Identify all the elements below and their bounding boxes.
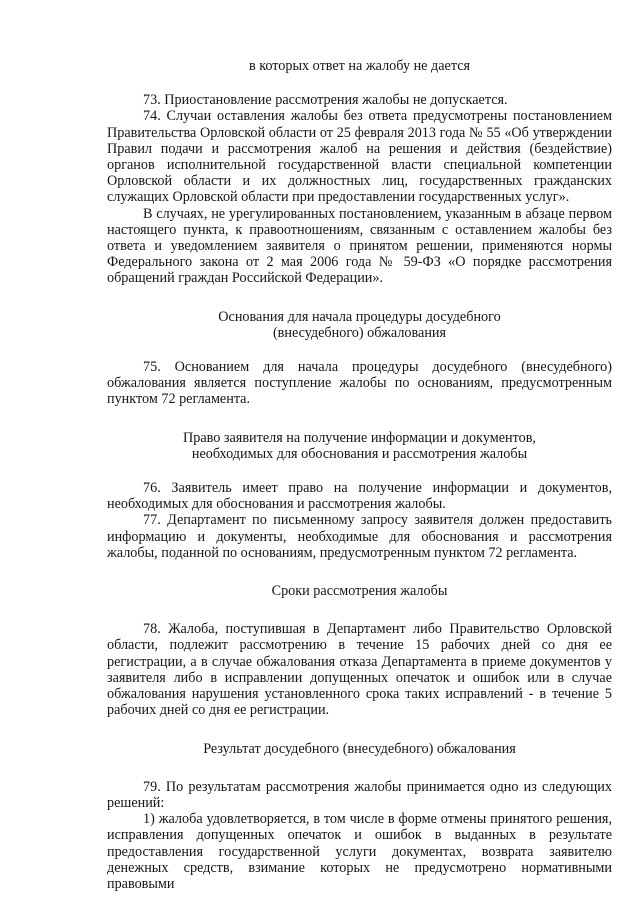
paragraph-75: 75. Основанием для начала процедуры досудебного (внесудебного) обжалования является поступление жалобы по основаниям, предусмотренным пунктом 72 регламента. <box>107 359 612 408</box>
paragraph-78: 78. Жалоба, поступившая в Департамент либо Правительство Орловской области, подлежит рассмотрению в течение 15 рабочих дней со дня ее регистрации, а в случае обжалования отказа Департамента в приеме документов у заявителя либо в исправлении допущенных опечаток и ошибок или в случае обжалования нарушения установленного срока таких исправлений - в течение 5 рабочих дней со дня ее регистрации. <box>107 621 612 719</box>
heading-line: (внесудебного) обжалования <box>272 324 447 341</box>
paragraph-79-item-1: 1) жалоба удовлетворяется, в том числе в форме отмены принятого решения, исправления допущенных опечаток и ошибок в выданных в результате предоставления государственной услуги документах, возврата заявителю денежных средств, взимание которых не предусмотрено нормативными правовыми <box>107 811 612 892</box>
paragraph-74: 74. Случаи оставления жалобы без ответа предусмотрены постановлением Правительства Орловской области от 25 февраля 2013 года № 55 «Об утверждении Правил подачи и рассмотрения жалоб на решения и действия (бездействие) органов исполнительной государственной власти специальной компетенции Орловской области и их должностных лиц, государственных гражданских служащих Орловской области при предоставлении государственных услуг». <box>107 108 612 206</box>
heading-line: необходимых для обоснования и рассмотрения жалобы <box>191 445 528 462</box>
section-heading-deadlines: Сроки рассмотрения жалобы <box>271 583 448 600</box>
paragraph-79: 79. По результатам рассмотрения жалобы принимается одно из следующих решений: <box>107 778 612 811</box>
document-page <box>107 58 612 892</box>
paragraph-77: 77. Департамент по письменному запросу заявителя должен предоставить информацию и документы, необходимые для обоснования и рассмотрения жалобы, поданной по основаниям, предусмотренным пунктом 72 регламента. <box>107 512 612 561</box>
heading-line: Право заявителя на получение информации и документов, <box>183 429 536 446</box>
paragraph-74-addendum: В случаях, не урегулированных постановлением, указанным в абзаце первом настоящего пункта, к правоотношениям, связанным с оставлением жалобы без ответа и уведомлением заявителя о принятом решении, применяются нормы Федерального закона от 2 мая 2006 года № 59-ФЗ «О порядке рассмотрения обращений граждан Российской Федерации». <box>107 205 612 287</box>
section-heading-right-to-information <box>107 430 612 462</box>
paragraph-76: 76. Заявитель имеет право на получение информации и документов, необходимых для обоснования и рассмотрения жалобы. <box>107 480 612 513</box>
heading-line: Основания для начала процедуры досудебного <box>218 308 501 325</box>
section-heading-grounds <box>107 309 612 341</box>
paragraph-73: 73. Приостановление рассмотрения жалобы не допускается. <box>143 92 508 109</box>
section-heading-no-answer: в которых ответ на жалобу не дается <box>248 58 471 74</box>
section-heading-result: Результат досудебного (внесудебного) обжалования <box>203 740 516 757</box>
